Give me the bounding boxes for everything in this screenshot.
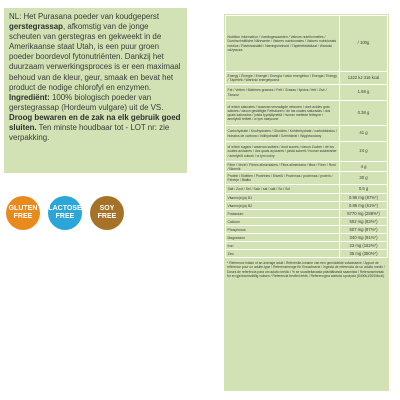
lactose-free-badge: LACTOSE FREE	[48, 196, 82, 230]
table-row	[226, 126, 388, 142]
nutrition-header-value: / 100g	[340, 16, 388, 72]
table-row	[226, 250, 388, 258]
allergen-badges	[6, 196, 156, 232]
table-row	[226, 142, 388, 162]
nutrient-value: 1.68 g	[340, 85, 388, 101]
nutrition-footnote: * Reference intake of an average adult / Referentie-inname van een gemiddelde volwassene / Apport de référence pour un adulte-type / Referenzmenge für Erwachsene / Ingesta de referencia de un adulto medio / Doses de referência para um adulto médio / % se suositeltavasta päivittäisestä saannista / Referanseinntak for en gjennomsnittlig voksen / Referencia beviteli érték / Referencyjna wartość spożycia (8400kJ/2000kcal).	[227, 261, 385, 278]
table-row	[226, 210, 388, 218]
table-row	[226, 72, 388, 85]
best-before-text: Ten minste houdbaar tot - LOT nr: zie verpakking.	[9, 123, 170, 143]
nutrient-value: 41 g	[340, 126, 388, 142]
nutrient-label: of which sugars / waarvan suikers / dont sucres / davon Zucker / de los cuales azúcares / dos quais açúcares / joista sokerit / hvorav sukkerarter / amelyből cukrok / w tym cukry	[226, 142, 340, 162]
nutrient-value: 35 mg (350%*)	[340, 250, 388, 258]
nutrient-label: Iron	[226, 242, 340, 250]
nutrient-label: Vitamin(e)(a) B2	[226, 202, 340, 210]
nutrition-header-label: Nutrition information / Voedingswaarden / Valeurs nutritionnelles / Durchschnittliche Nährwerte / Valores nutricionales / Valores nutricionais médios / Ravintosisältö / Næringsinnhold / Tápértéktáblázat / Wartość odżywcza	[226, 16, 340, 72]
nutrient-value: 502 mg (63%*)	[340, 218, 388, 226]
description-text	[9, 12, 182, 143]
table-row	[226, 162, 388, 172]
table-row	[226, 234, 388, 242]
nutrient-label: Magnesium	[226, 234, 340, 242]
nutrient-value: 607 mg (87%*)	[340, 226, 388, 234]
soy-free-badge: SOY FREE	[90, 196, 124, 230]
nutrient-value: 4 g	[340, 162, 388, 172]
table-row	[226, 185, 388, 194]
nutrient-label: Calcium	[226, 218, 340, 226]
table-row	[226, 226, 388, 234]
table-row	[226, 194, 388, 202]
product-description	[4, 8, 187, 173]
nutrient-label: Zinc	[226, 250, 340, 258]
ingredient-label: Ingrediënt:	[9, 92, 50, 102]
nutrition-header-row	[226, 16, 388, 72]
storage-instruction: Droog bewaren en de zak na elk gebruik goed sluiten.	[9, 112, 181, 133]
nutrient-value: 0.85 mg (61%*)	[340, 202, 388, 210]
description-intro: NL: Het Purasana poeder van koudgeperst	[9, 12, 160, 21]
nutrient-value: 340 mg (91%*)	[340, 234, 388, 242]
nutrient-value: 0.96 mg (87%*)	[340, 194, 388, 202]
description-product-name: gerstegrassap	[9, 22, 63, 32]
nutrient-label: Fat / Vetten / Matières grasses / Fett / Grasas / lípidos / fett / Zsír / Tłuszcz	[226, 85, 340, 101]
table-row	[226, 202, 388, 210]
nutrient-value: 0.38 g	[340, 101, 388, 126]
nutrient-label: Protein / Eiwitten / Protéines / Eiweiß / Proteínas / proteínas / protein / Fehérje / Białko	[226, 172, 340, 185]
nutrient-label: of which saturates / waarvan verzadigde vetzuren / dont acides gras saturés / davon gesättigte Fettsäuren / de las cuales saturadas / dos quais saturados / joista tyydyttyneitä / hvorav mettede fettsyrer / amelyből telített / w tym nasycone	[226, 101, 340, 126]
nutrition-table	[225, 15, 388, 258]
nutrient-label: Carbohydrate / Koolhydraten / Glucides / Kohlenhydrate / carbohidratos / hidratos de carbono / hiilihydraatit / Szénhidrát / Węglowodany	[226, 126, 340, 142]
nutrient-value: 1322 kJ 316 kcal	[340, 72, 388, 85]
gluten-free-badge: GLUTEN FREE	[6, 196, 40, 230]
nutrient-label: Fibre / Vezel / Fibres alimentaires / Fibra alimentaria / fibra / Fiber / Rost / Błonnik	[226, 162, 340, 172]
table-row	[226, 85, 388, 101]
ingredient-text: 100% biologisch poeder van gerstegrassap (Hordeum vulgare) uit de VS.	[9, 92, 164, 112]
description-body: , afkomstig van de jonge scheuten van gerstegras en gekweekt in de Amerikaanse staat Utah, is een puur groen poeder boordevol fytonutriënten. Dankzij het duurzaam verwerkingsproces is er een maximaal behoud van de kleur, geur, smaak en bevat het product de nodige chlorofyl en enzymen.	[9, 22, 181, 92]
nutrient-value: 0.5 g	[340, 185, 388, 194]
nutrient-label: Energy / Énergie / Energie / Energía / valor energético / Energia / Energy / Tápérték / Wartość energetyczna	[226, 72, 340, 85]
nutrient-label: Vitamin(e)(a) B1	[226, 194, 340, 202]
nutrient-label: Phosphorus	[226, 226, 340, 234]
nutrition-table-panel	[224, 14, 389, 391]
table-row	[226, 101, 388, 126]
table-row	[226, 172, 388, 185]
nutrient-value: 30 g	[340, 172, 388, 185]
nutrient-value: 5770 mg (288%*)	[340, 210, 388, 218]
nutrient-label: Salt / Zout / Sel / Salz / sal / salt / Só / Sól	[226, 185, 340, 194]
nutrient-label: Potassium	[226, 210, 340, 218]
table-row	[226, 242, 388, 250]
nutrient-value: 23 mg (162%*)	[340, 242, 388, 250]
table-row	[226, 218, 388, 226]
nutrient-value: 24 g	[340, 142, 388, 162]
